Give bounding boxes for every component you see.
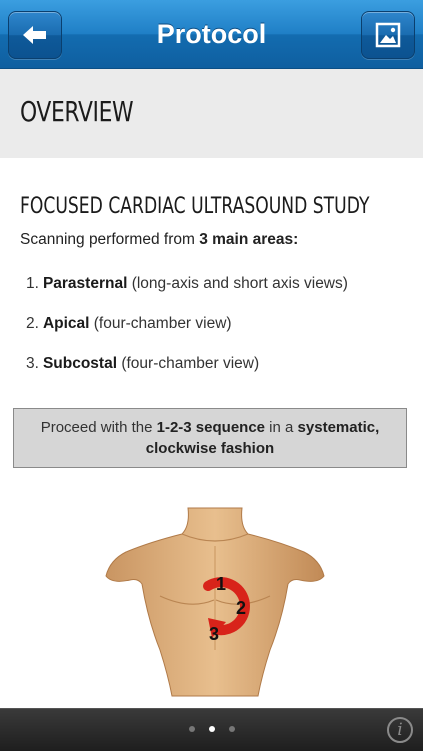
callout-bold-clockwise: clockwise fashion [145, 440, 275, 457]
callout-bold-sequence: 1-2-3 sequence [156, 419, 266, 436]
item-detail: (four-chamber view) [89, 315, 232, 332]
callout-middle: in a [265, 419, 298, 436]
item-detail: (four-chamber view) [117, 355, 260, 372]
torso-illustration [90, 500, 340, 700]
scan-area-list [26, 273, 348, 393]
sequence-label: 1 [216, 574, 227, 594]
list-item [26, 353, 348, 393]
item-term: Subcostal [42, 355, 118, 372]
item-number: 3. [26, 355, 39, 372]
list-item [26, 273, 348, 313]
item-term: Apical [42, 315, 90, 332]
callout-prefix: Proceed with the [40, 419, 157, 436]
intro-bold: 3 main areas: [199, 231, 299, 248]
page-dot-active[interactable] [209, 726, 215, 732]
section-title: OVERVIEW [20, 95, 134, 128]
overview-header [0, 69, 423, 158]
item-detail: (long-axis and short axis views) [127, 275, 348, 292]
sequence-callout [13, 408, 407, 468]
page-title: Protocol [156, 19, 267, 49]
item-term: Parasternal [42, 275, 128, 292]
page-dot[interactable] [229, 726, 235, 732]
intro-text [20, 231, 298, 249]
callout-bold-systematic: systematic, [297, 419, 380, 436]
sequence-label: 3 [209, 624, 220, 644]
study-title: FOCUSED CARDIAC ULTRASOUND STUDY [20, 194, 370, 219]
torso-body [106, 508, 324, 696]
image-button[interactable] [361, 11, 415, 59]
page-dot[interactable] [189, 726, 195, 732]
list-item [26, 313, 348, 353]
intro-prefix: Scanning performed from [20, 231, 200, 248]
item-number: 2. [26, 315, 39, 332]
navigation-bar [0, 0, 423, 69]
item-number: 1. [26, 275, 39, 292]
image-icon [375, 22, 401, 48]
info-icon[interactable]: i [387, 717, 413, 743]
bottom-toolbar [0, 708, 423, 751]
page-indicator[interactable] [0, 726, 423, 732]
sequence-label: 2 [236, 598, 247, 618]
